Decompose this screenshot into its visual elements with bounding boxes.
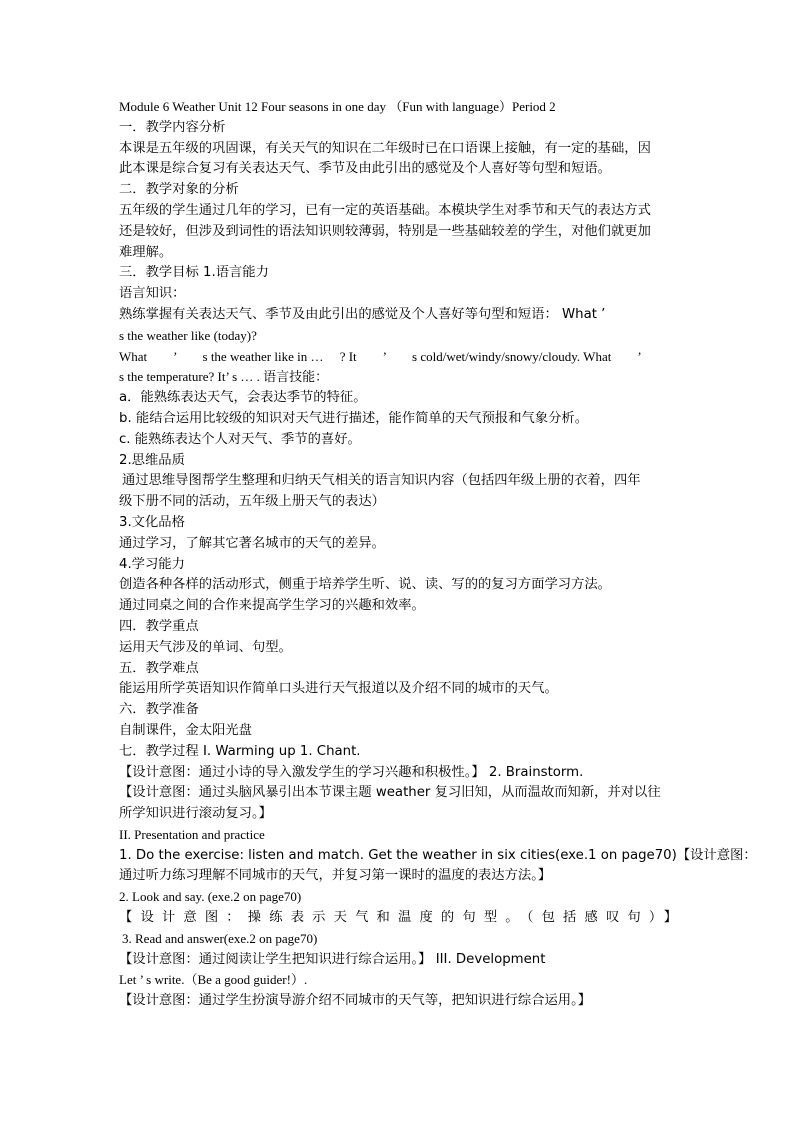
- paragraph-line: 3. Read and answer(exe.2 on page70): [122, 930, 318, 946]
- subheading-culture: 3.文化品格: [119, 514, 185, 530]
- heading-teaching-goals: 三．教学目标 1.语言能力: [119, 265, 269, 281]
- paragraph-line: 五年级的学生通过几年的学习，已有一定的英语基础。本模块学生对季节和天气的表达方式: [119, 202, 651, 218]
- document-title: Module 6 Weather Unit 12 Four seasons in one day （Fun with language）Period 2: [119, 99, 556, 114]
- list-item: a．能熟练表达天气，会表达季节的特征。: [119, 390, 367, 406]
- paragraph-line: 通过思维导图帮学生整理和归纳天气相关的语言知识内容（包括四年级上册的衣着，四年: [122, 473, 641, 489]
- paragraph-line: 还是较好，但涉及到词性的语法知识则较薄弱，特别是一些基础较差的学生，对他们就更加: [119, 223, 651, 239]
- list-item: b. 能结合运用比较级的知识对天气进行描述，能作简单的天气预报和气象分析。: [119, 410, 588, 426]
- paragraph-line: 运用天气涉及的单词、句型。: [119, 639, 292, 655]
- paragraph-line: Let ’ s write.（Be a good guider!）.: [119, 972, 308, 988]
- paragraph-line: s the temperature? It’ s … . 语言技能：: [119, 369, 329, 385]
- paragraph-line: 此本课是综合复习有关表达天气、季节及由此引出的感觉及个人喜好等句型和短语。: [119, 161, 611, 177]
- paragraph-line: 2. Look and say. (exe.2 on page70): [119, 889, 302, 905]
- paragraph-line: 【设计意图：通过学生扮演导游介绍不同城市的天气等，把知识进行综合运用。】: [119, 993, 592, 1009]
- paragraph-line: 【设计意图：通过头脑风暴引出本节课主题 weather 复习旧知，从而温故而知新，并对以往: [119, 785, 661, 801]
- subheading-thinking: 2.思维品质: [119, 452, 185, 468]
- paragraph-line: 创造各种各样的活动形式，侧重于培养学生听、说、读、写的的复习方面学习方法。: [119, 577, 611, 593]
- heading-student-analysis: 二．教学对象的分析: [119, 182, 239, 198]
- paragraph-line: 【设计意图：通过阅读让学生把知识进行综合运用。】 III. Development: [119, 951, 546, 967]
- paragraph-line: 本课是五年级的巩固课，有关天气的知识在二年级时已在口语课上接触，有一定的基础，因: [119, 140, 651, 156]
- paragraph-line: What ’ s the weather like in … ? It ’ s cold/wet/windy/snowy/cloudy. What ’: [119, 348, 642, 364]
- paragraph-line: 通过学习，了解其它著名城市的天气的差异。: [119, 535, 385, 551]
- heading-difficulties: 五．教学难点: [119, 660, 199, 676]
- heading-teaching-process: 七．教学过程 I. Warming up 1. Chant.: [119, 743, 361, 759]
- subheading-presentation: II. Presentation and practice: [119, 826, 265, 842]
- paragraph-line: 1. Do the exercise: listen and match. Get the weather in six cities(exe.1 on page70)【设计意图：: [119, 847, 757, 863]
- paragraph-line: 自制课件，金太阳光盘: [119, 722, 252, 738]
- heading-preparation: 六．教学准备: [119, 702, 199, 718]
- paragraph-line: 难理解。: [119, 244, 173, 260]
- paragraph-line: s the weather like (today)?: [119, 327, 257, 343]
- paragraph-line: 【设计意图：通过小诗的导入激发学生的学习兴趣和积极性。】 2. Brainstorm.: [119, 764, 584, 780]
- paragraph-line: 【设计意图：操练表示天气和温度的句型。（包括感叹句）】: [119, 910, 677, 926]
- paragraph-line: 通过听力练习理解不同城市的天气，并复习第一课时的温度的表达方法。】: [119, 868, 552, 884]
- paragraph-line: 级下册不同的活动，五年级上册天气的表达）: [119, 494, 385, 510]
- heading-key-points: 四．教学重点: [119, 618, 199, 634]
- paragraph-line: 通过同桌之间的合作来提高学生学习的兴趣和效率。: [119, 598, 425, 614]
- paragraph-line: 熟练掌握有关表达天气、季节及由此引出的感觉及个人喜好等句型和短语： What ’: [119, 306, 606, 322]
- list-item: c. 能熟练表达个人对天气、季节的喜好。: [119, 431, 361, 447]
- paragraph-line: 能运用所学英语知识作简单口头进行天气报道以及介绍不同的城市的天气。: [119, 681, 558, 697]
- document-page: [119, 97, 757, 1012]
- paragraph-line: 所学知识进行滚动复习。】: [119, 806, 272, 822]
- subheading-language-knowledge: 语言知识：: [119, 286, 186, 302]
- subheading-learning-ability: 4.学习能力: [119, 556, 185, 572]
- heading-content-analysis: 一．教学内容分析: [119, 119, 226, 135]
